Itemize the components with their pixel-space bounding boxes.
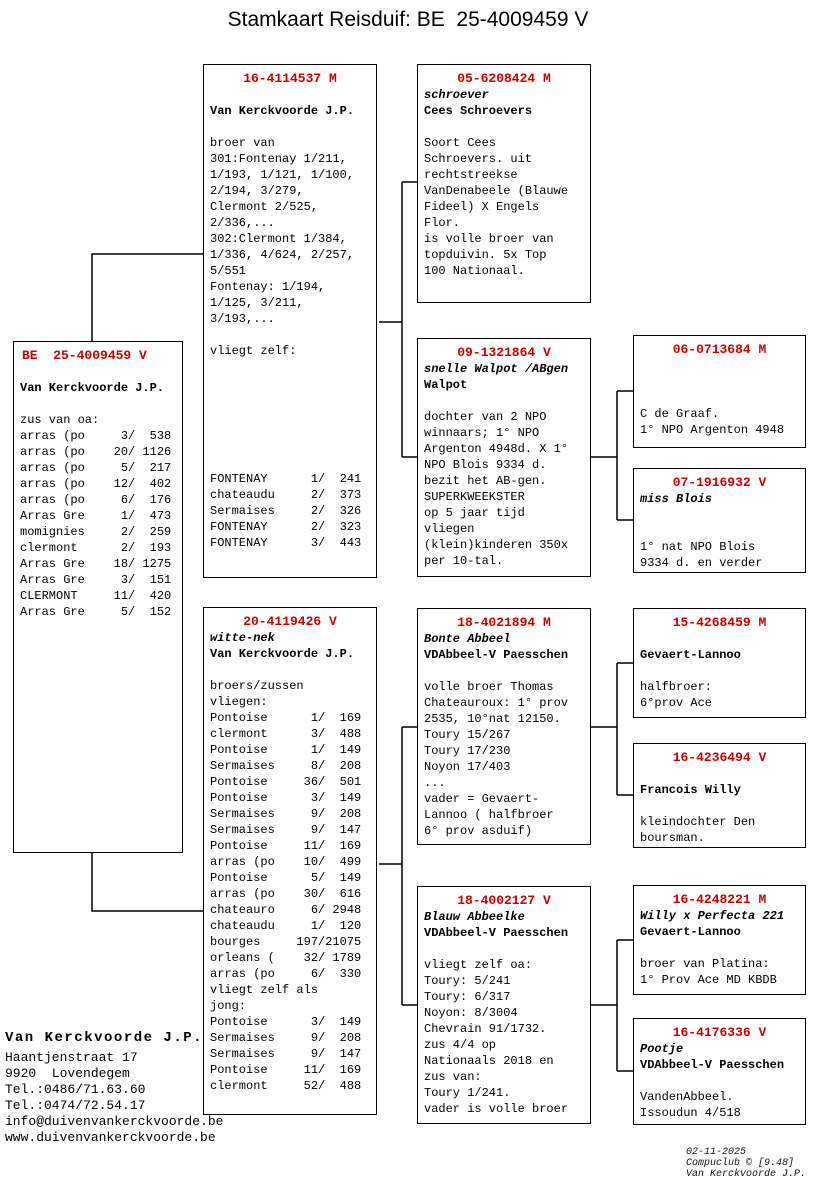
text-line: op 5 jaar tijd (424, 506, 525, 520)
ring-number-mother-dam-dam: 16-4176336 V (672, 1025, 767, 1040)
text-line: Noyon: 8/3004 (424, 1006, 518, 1020)
box-body-father-dam-dam (634, 491, 805, 571)
text-line (210, 375, 374, 391)
text-line: Clermont 2/525, (210, 200, 319, 214)
text-line: Tel.:0486/71.63.60 (5, 1082, 146, 1097)
text-line: Toury: 6/317 (424, 990, 511, 1004)
text-line (640, 358, 803, 374)
text-line (20, 396, 180, 412)
text-line (640, 374, 803, 390)
text-line: chateaudu 2/ 373 (210, 488, 362, 502)
text-line (210, 391, 374, 407)
text-line: arras (po 10/ 499 (210, 855, 362, 869)
text-line: Toury 15/267 (424, 728, 511, 742)
text-line (424, 663, 588, 679)
ring-number-father-dam: 09-1321864 V (457, 345, 551, 360)
text-line: (klein)kinderen 350x (424, 538, 569, 552)
text-line (640, 523, 803, 539)
text-line (640, 1073, 803, 1089)
text-line: chateaudu 1/ 120 (210, 919, 362, 933)
text-line (640, 798, 803, 814)
text-line (210, 87, 374, 103)
text-line: arras (po 30/ 616 (210, 887, 362, 901)
pedigree-box-mother-dam-dam (633, 1018, 806, 1125)
text-line: zus van: (424, 1070, 482, 1084)
text-line (210, 359, 374, 375)
text-line: Toury 17/230 (424, 744, 511, 758)
text-line: www.duivenvankerckvoorde.be (5, 1130, 216, 1145)
text-line: 1/125, 3/211, (210, 296, 304, 310)
text-line: 1/193, 1/121, 1/100, (210, 168, 355, 182)
text-line: Nationaals 2018 en (424, 1054, 554, 1068)
text-line: vader = Gevaert- (424, 792, 540, 806)
text-line: Fontenay: 1/194, (210, 280, 326, 294)
text-line: CLERMONT 11/ 420 (20, 589, 172, 603)
text-line: 301:Fontenay 1/211, (210, 152, 347, 166)
text-line: Toury: 5/241 (424, 974, 511, 988)
text-line: 6°prov Ace (640, 696, 713, 710)
pedigree-box-mother (203, 607, 377, 1115)
box-body-mother-dam-sire (634, 908, 805, 988)
text-line: Sermaises 8/ 208 (210, 759, 362, 773)
text-line (640, 390, 803, 406)
text-line: rechtstreekse (424, 168, 518, 182)
text-line: Arras Gre 3/ 151 (20, 573, 172, 587)
text-line: Chevrain 91/1732. (424, 1022, 547, 1036)
text-line: Pootje (640, 1042, 684, 1056)
text-line: VandenAbbeel. (640, 1090, 734, 1104)
text-line: VDAbbeel-V Paesschen (640, 1058, 785, 1072)
text-line (210, 662, 374, 678)
text-line: clermont 2/ 193 (20, 541, 172, 555)
text-line (210, 119, 374, 135)
text-line: Sermaises 9/ 147 (210, 1047, 362, 1061)
text-line: arras (po 3/ 538 (20, 429, 172, 443)
text-line: Francois Willy (640, 783, 741, 797)
text-line: NPO Blois 9334 d. (424, 458, 547, 472)
pedigree-box-mother-sire-sire (633, 608, 806, 718)
box-body-mother-dam (418, 909, 590, 1117)
text-line: 1° NPO Argenton 4948 (640, 423, 785, 437)
text-line: Fideel) X Engels (424, 200, 540, 214)
pedigree-box-mother-sire (417, 608, 591, 845)
text-line: Toury 1/241. (424, 1086, 511, 1100)
text-line: bourges 197/21075 (210, 935, 362, 949)
ring-number-mother-sire-sire: 15-4268459 M (672, 615, 767, 630)
text-line: 1/336, 4/624, 2/257, (210, 248, 355, 262)
text-line (640, 940, 803, 956)
box-body-father (204, 87, 376, 551)
text-line: Pontoise 36/ 501 (210, 775, 362, 789)
text-line: Chateauroux: 1° prov (424, 696, 569, 710)
text-line: Gevaert-Lannoo (640, 925, 741, 939)
ring-number-father-sire: 05-6208424 M (457, 71, 551, 86)
text-line: vader is volle broer (424, 1102, 569, 1116)
text-line: Pontoise 3/ 149 (210, 1015, 362, 1029)
box-body-father-sire (418, 87, 590, 279)
text-line: C de Graaf. (640, 407, 720, 421)
text-line: VDAbbeel-V Paesschen (424, 926, 569, 940)
pedigree-box-subject (13, 341, 183, 853)
text-line (640, 766, 803, 782)
text-line (424, 941, 588, 957)
text-line: Pontoise 11/ 169 (210, 1063, 362, 1077)
footer-program: Compuclub © [9.48] (685, 1158, 794, 1169)
text-line: Pontoise 1/ 149 (210, 743, 362, 757)
text-line: broers/zussen (210, 679, 304, 693)
text-line: chateauro 6/ 2948 (210, 903, 362, 917)
text-line: clermont 52/ 488 (210, 1079, 362, 1093)
text-line: Arras Gre 18/ 1275 (20, 557, 172, 571)
text-line: 302:Clermont 1/384, (210, 232, 347, 246)
text-line: vliegen: (210, 695, 268, 709)
box-body-mother-sire-sire (634, 631, 805, 711)
text-line: Van Kerckvoorde J.P. (210, 104, 355, 118)
text-line: arras (po 6/ 176 (20, 493, 172, 507)
text-line: 2/194, 3/279, (210, 184, 304, 198)
text-line: jong: (210, 999, 247, 1013)
text-line: Sermaises 9/ 147 (210, 823, 362, 837)
pedigree-box-father-sire (417, 64, 591, 303)
text-line: ... (424, 776, 446, 790)
ring-number-father-dam-dam: 07-1916932 V (672, 475, 767, 490)
text-line: info@duivenvankerckvoorde.be (5, 1114, 224, 1129)
ring-number-mother-sire-dam: 16-4236494 V (672, 750, 767, 765)
text-line: arras (po 5/ 217 (20, 461, 172, 475)
text-line (210, 439, 374, 455)
text-line: Argenton 4948d. X 1° (424, 442, 569, 456)
text-line: zus van oa: (20, 413, 100, 427)
page-title: Stamkaart Reisduif: BE 25-4009459 V (227, 8, 589, 31)
text-line: vliegt zelf: (210, 344, 297, 358)
text-line: orleans ( 32/ 1789 (210, 951, 362, 965)
pedigree-box-mother-dam-sire (633, 885, 806, 995)
text-line: Pontoise 5/ 149 (210, 871, 362, 885)
text-line: Sermaises 9/ 208 (210, 807, 362, 821)
text-line (640, 663, 803, 679)
text-line: Issoudun 4/518 (640, 1106, 741, 1120)
text-line: FONTENAY 1/ 241 (210, 472, 362, 486)
text-line: 1° Prov Ace MD KBDB (640, 973, 777, 987)
text-line: Pontoise 11/ 169 (210, 839, 362, 853)
text-line: 1° nat NPO Blois (640, 540, 756, 554)
text-line: Bonte Abbeel (424, 632, 511, 646)
text-line: boursman. (640, 831, 705, 845)
box-body-mother-sire-dam (634, 766, 805, 846)
text-line: Lannoo ( halfbroer (424, 808, 554, 822)
text-line: FONTENAY 3/ 443 (210, 536, 362, 550)
text-line: arras (po 6/ 330 (210, 967, 362, 981)
text-line: topduivin. 5x Top (424, 248, 547, 262)
box-body-father-dam (418, 361, 590, 569)
text-line: 5/551 (210, 264, 247, 278)
pedigree-box-father-dam-sire (633, 335, 806, 448)
text-line: Gevaert-Lannoo (640, 648, 741, 662)
text-line: Sermaises 2/ 326 (210, 504, 362, 518)
text-line: 9334 d. en verder (640, 556, 763, 570)
text-line (210, 455, 374, 471)
footer-date: 02-11-2025 (685, 1147, 746, 1158)
text-line: Willy x Perfecta 221 (640, 909, 785, 923)
pedigree-box-father (203, 64, 377, 578)
text-line: Soort Cees (424, 136, 497, 150)
box-body-subject (14, 364, 182, 620)
text-line: witte-nek (210, 631, 275, 645)
text-line: Cees Schroevers (424, 104, 533, 118)
text-line: Arras Gre 5/ 152 (20, 605, 172, 619)
text-line: Flor. (424, 216, 461, 230)
text-line: dochter van 2 NPO (424, 410, 547, 424)
text-line: clermont 3/ 488 (210, 727, 362, 741)
text-line (640, 507, 803, 523)
text-line: Schroevers. uit (424, 152, 533, 166)
pedigree-box-father-dam (417, 338, 591, 577)
text-line: Sermaises 9/ 208 (210, 1031, 362, 1045)
text-line: schroever (424, 88, 489, 102)
owner-contact-block (5, 1028, 223, 1146)
owner-name: Van Kerckvoorde J.P. (5, 1030, 204, 1046)
ring-number-mother-sire: 18-4021894 M (457, 615, 551, 630)
text-line: Van Kerckvoorde J.P. (210, 647, 355, 661)
text-line: zus 4/4 op (424, 1038, 497, 1052)
text-line (210, 327, 374, 343)
box-body-mother-dam-dam (634, 1041, 805, 1121)
text-line (210, 407, 374, 423)
text-line: snelle Walpot /ABgen (424, 362, 569, 376)
text-line: broer van (210, 136, 275, 150)
text-line: momignies 2/ 259 (20, 525, 172, 539)
text-line: Arras Gre 1/ 473 (20, 509, 172, 523)
text-line: winnaars; 1° NPO (424, 426, 540, 440)
text-line: arras (po 12/ 402 (20, 477, 172, 491)
pedigree-box-father-dam-dam (633, 468, 806, 573)
text-line: Blauw Abbeelke (424, 910, 525, 924)
text-line: 100 Nationaal. (424, 264, 525, 278)
text-line: 2/336,... (210, 216, 275, 230)
text-line (20, 364, 180, 380)
text-line: VanDenabeele (Blauwe (424, 184, 569, 198)
text-line: 9920 Lovendegem (5, 1066, 130, 1081)
ring-number-subject: BE 25-4009459 V (22, 348, 147, 363)
ring-number-mother-dam: 18-4002127 V (457, 893, 551, 908)
text-line: 2535, 10°nat 12150. (424, 712, 561, 726)
text-line (424, 119, 588, 135)
text-line: volle broer Thomas (424, 680, 554, 694)
ring-number-father-dam-sire: 06-0713684 M (672, 342, 767, 357)
text-line: SUPERKWEEKSTER (424, 490, 525, 504)
text-line: Tel.:0474/72.54.17 (5, 1098, 146, 1113)
text-line: vliegen (424, 522, 475, 536)
box-body-mother-sire (418, 631, 590, 839)
ring-number-father: 16-4114537 M (243, 71, 337, 86)
text-line: halfbroer: (640, 680, 713, 694)
owner-contact-lines (5, 1050, 223, 1146)
text-line: 6° prov asduif) (424, 824, 533, 838)
pedigree-box-mother-dam (417, 886, 591, 1124)
ring-number-mother-dam-sire: 16-4248221 M (672, 892, 767, 907)
text-line: Pontoise 3/ 149 (210, 791, 362, 805)
footer-line (646, 1136, 806, 1191)
text-line: is volle broer van (424, 232, 554, 246)
box-body-father-dam-sire (634, 358, 805, 438)
text-line: per 10-tal. (424, 554, 504, 568)
text-line (210, 423, 374, 439)
text-line: Van Kerckvoorde J.P. (20, 381, 165, 395)
footer-owner: Van Kerckvoorde J.P. (685, 1169, 806, 1180)
text-line: bezit het AB-gen. (424, 474, 547, 488)
text-line: miss Blois (640, 492, 713, 506)
text-line: kleindochter Den (640, 815, 756, 829)
text-line: Walpot (424, 378, 468, 392)
text-line: Pontoise 1/ 169 (210, 711, 362, 725)
ring-number-mother: 20-4119426 V (243, 614, 337, 629)
text-line: 3/193,... (210, 312, 275, 326)
text-line (640, 631, 803, 647)
text-line: FONTENAY 2/ 323 (210, 520, 362, 534)
text-line: VDAbbeel-V Paesschen (424, 648, 569, 662)
pedigree-box-mother-sire-dam (633, 743, 806, 848)
text-line: Noyon 17/403 (424, 760, 511, 774)
text-line: broer van Platina: (640, 957, 770, 971)
text-line: vliegt zelf oa: (424, 958, 533, 972)
text-line: arras (po 20/ 1126 (20, 445, 172, 459)
box-body-mother (204, 630, 376, 1094)
text-line: Haantjenstraat 17 (5, 1050, 138, 1065)
text-line (424, 393, 588, 409)
text-line: vliegt zelf als (210, 983, 319, 997)
